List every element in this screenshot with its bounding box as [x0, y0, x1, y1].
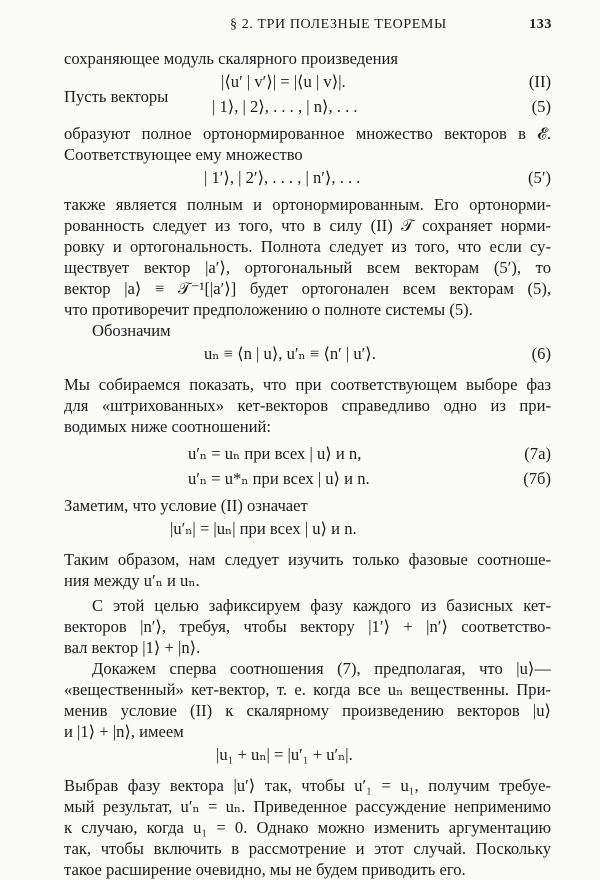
equation-number: (7б) [523, 469, 551, 488]
paragraph-line: «вещественный» кет-вектор, т. е. когда все uₙ вещественны. При- [64, 680, 551, 699]
paragraph-line: сохраняющее модуль скалярного произведения [64, 49, 399, 68]
paragraph-line: для «штрихованных» кет-векторов справедливо одно из при- [64, 396, 551, 415]
equation-formula: u′ₙ = uₙ при всех | u⟩ и n, [188, 444, 362, 463]
paragraph-line: векторов |n′⟩, требуя, чтобы вектору |1′⟩ + |n′⟩ соответство- [64, 617, 551, 636]
paragraph-line: что противоречит предположению о полноте системы (5). [64, 300, 473, 319]
paragraph-line: С этой целью зафиксируем фазу каждого из базисных кет- [92, 596, 551, 615]
paragraph-line: и |1⟩ + |n⟩, имеем [64, 722, 184, 741]
paragraph-line: Выбрав фазу вектора |u′⟩ так, чтобы u′₁ = u₁, получим требуе- [64, 776, 551, 795]
page-body [64, 48, 551, 880]
equation-6 [64, 341, 551, 366]
equation-7b [64, 466, 551, 491]
paragraph-line: также является полным и ортонормированным. Его ортонорми- [64, 195, 551, 214]
paragraph-line: мый результат, u′ₙ = uₙ. Приведенное рассуждение неприменимо [64, 797, 551, 816]
equation-5-prime [64, 165, 551, 190]
paragraph-line: Обозначим [92, 321, 171, 340]
paragraph-line: водимых ниже соотношений: [64, 417, 272, 436]
equation-number: (5) [531, 97, 551, 116]
paragraph-line: менив условие (II) к скалярному произведению векторов |u⟩ [64, 701, 551, 720]
paragraph-line: Соответствующее ему множество [64, 145, 303, 164]
paragraph-line: ществует вектор |a′⟩, ортогональный всем векторам (5′), то [64, 258, 551, 277]
section-title: § 2. ТРИ ПОЛЕЗНЫЕ ТЕОРЕМЫ [230, 17, 447, 32]
paragraph-line: образуют полное ортонормированное множество векторов в 𝓔. [64, 124, 551, 143]
equation-number: (7а) [524, 444, 551, 463]
equation-number: (II) [528, 72, 551, 91]
page-number: 133 [529, 17, 552, 32]
equation-formula: | 1⟩, | 2⟩, . . . , | n⟩, . . . [212, 97, 358, 116]
equation-formula: |⟨u′ | v′⟩| = |⟨u | v⟩|. [221, 72, 346, 91]
paragraph-line: Таким образом, нам следует изучить только фазовые соотноше- [64, 550, 551, 569]
paragraph-line: вектор |a⟩ ≡ 𝒯⁻¹[|a′⟩] будет ортогонален всем векторам (5), [64, 279, 551, 298]
equation-5 [64, 87, 551, 119]
paragraph-line: рованность следует из того, что в силу (II) 𝒯 сохраняет норми- [64, 216, 551, 235]
equation-formula: |u₁ + uₙ| = |u′₁ + u′ₙ|. [216, 745, 353, 764]
equation-abs [64, 516, 551, 541]
paragraph-lead: Пусть векторы [64, 87, 169, 106]
paragraph-line: ровку и ортогональность. Полнота следует из того, что если су- [64, 237, 551, 256]
equation-sum [64, 742, 551, 767]
equation-formula: | 1′⟩, | 2′⟩, . . . , | n′⟩, . . . [204, 168, 361, 187]
paragraph-line: вал вектор |1⟩ + |n⟩. [64, 638, 201, 657]
equation-7a [64, 441, 551, 466]
equation-number: (5′) [528, 168, 551, 187]
paragraph-line: Заметим, что условие (II) означает [64, 496, 308, 515]
paragraph-line: такое расширение очевидно, мы не будем приводить его. [64, 860, 466, 879]
paragraph-line: так, чтобы включить в рассмотрение и этот случай. Поскольку [64, 839, 551, 858]
equation-number: (6) [531, 344, 551, 363]
equation-formula: uₙ ≡ ⟨n | u⟩, u′ₙ ≡ ⟨n′ | u′⟩. [204, 344, 376, 363]
equation-formula: u′ₙ = u*ₙ при всех | u⟩ и n. [188, 469, 370, 488]
paragraph-line: Докажем сперва соотношения (7), предполагая, что |u⟩— [92, 659, 551, 678]
paragraph-line: ния между u′ₙ и uₙ. [64, 571, 200, 590]
equation-formula: |u′ₙ| = |uₙ| при всех | u⟩ и n. [170, 519, 357, 538]
paragraph-line: Мы собираемся показать, что при соответствующем выборе фаз [64, 375, 551, 394]
running-header [60, 12, 552, 34]
paragraph-line: к случаю, когда u₁ = 0. Однако можно изменить аргументацию [64, 818, 551, 837]
